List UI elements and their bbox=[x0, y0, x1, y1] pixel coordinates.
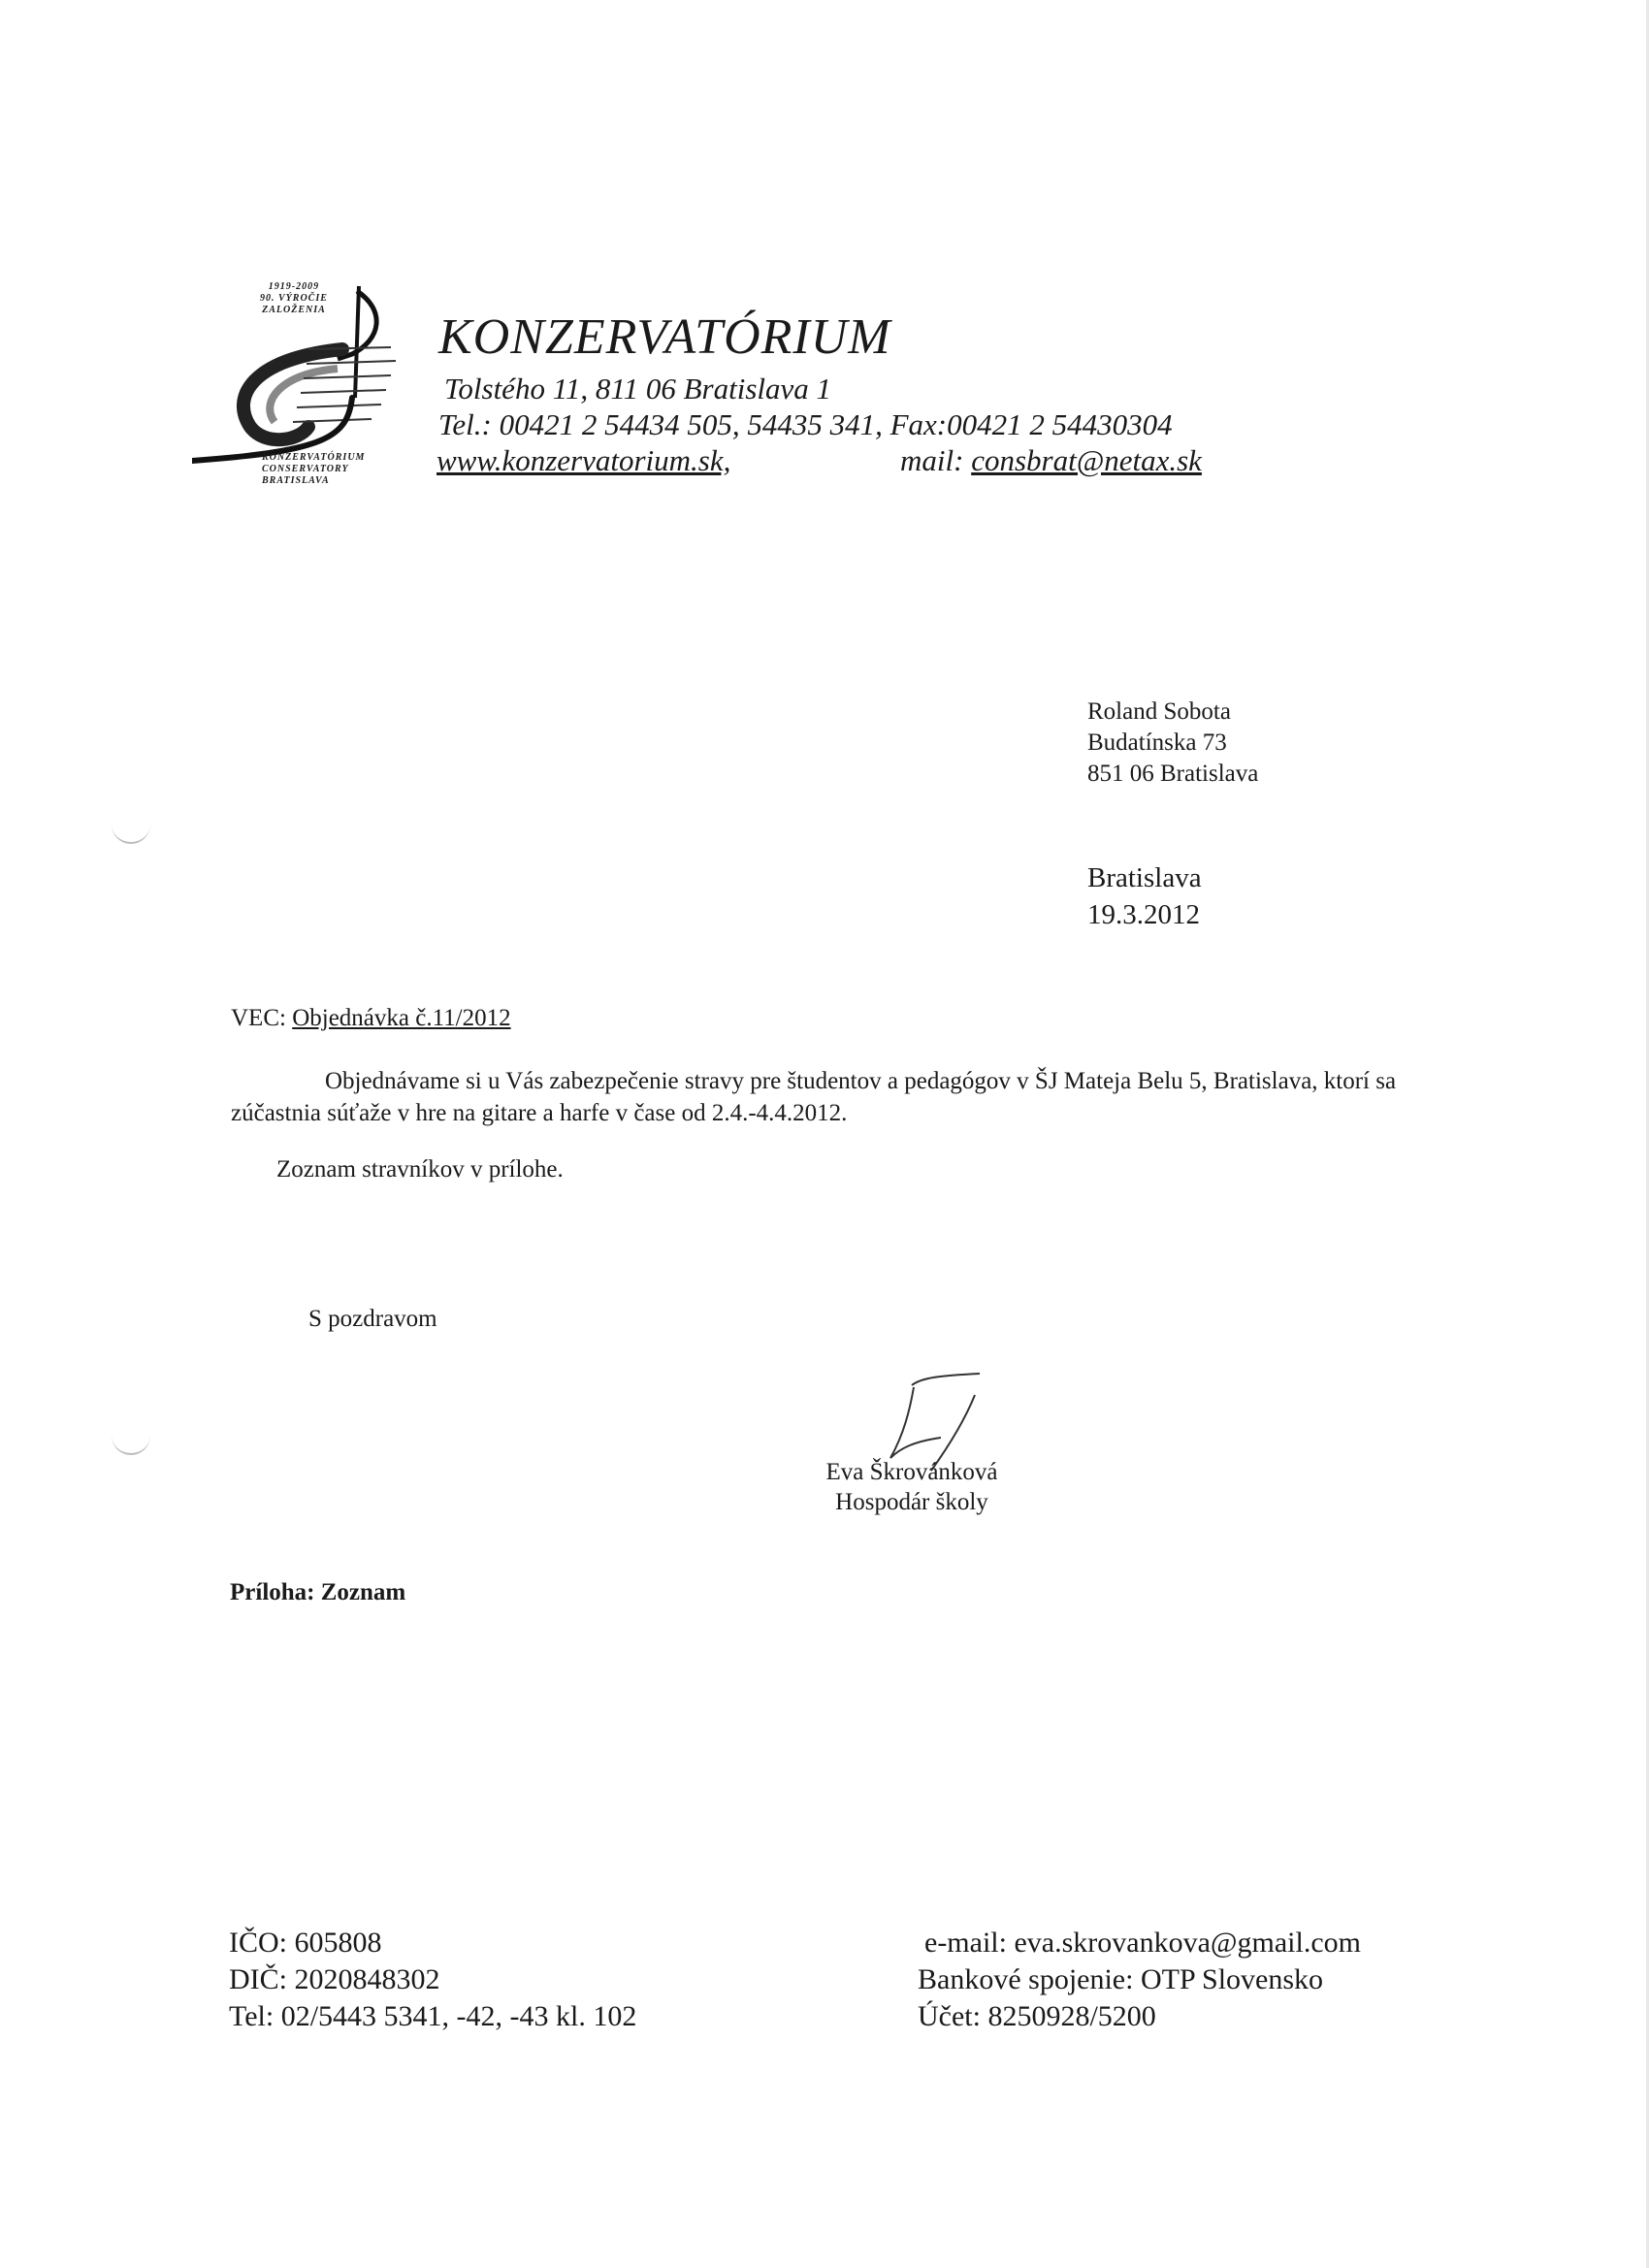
subject-label: VEC: bbox=[231, 1005, 293, 1031]
mail-label: mail: bbox=[900, 443, 972, 477]
institution-phone: Tel.: 00421 2 54434 505, 54435 341, Fax:00421 2 54430304 bbox=[438, 407, 1173, 441]
institution-address: Tolstého 11, 811 06 Bratislava 1 bbox=[444, 372, 832, 405]
punch-hole-mark bbox=[112, 803, 150, 844]
recipient-address bbox=[1087, 697, 1258, 790]
footer-ico: IČO: 605808 bbox=[229, 1927, 382, 1959]
footer-bank: Bankové spojenie: OTP Slovensko bbox=[918, 1963, 1324, 1995]
footer-dic: DIČ: 2020848302 bbox=[229, 1963, 440, 1995]
footer-contact-bank bbox=[918, 1925, 1361, 2035]
logo-anniversary-text: 1919-2009 90. VÝROČIE ZALOŽENIA bbox=[260, 281, 328, 315]
institution-title: KONZERVATÓRIUM bbox=[438, 309, 891, 365]
signer-role: Hospodár školy bbox=[835, 1489, 988, 1515]
institution-website-link[interactable]: www.konzervatorium.sk, bbox=[436, 443, 731, 477]
date-place: Bratislava bbox=[1087, 862, 1202, 893]
annex-note: Príloha: Zoznam bbox=[230, 1579, 406, 1605]
subject-value: Objednávka č.11/2012 bbox=[292, 1005, 511, 1031]
signer-block bbox=[805, 1457, 1018, 1517]
signer-name: Eva Škrovánková bbox=[825, 1459, 998, 1485]
footer-company-ids bbox=[229, 1925, 636, 2035]
conservatory-logo bbox=[192, 281, 405, 504]
institution-mail-link[interactable]: consbrat@netax.sk bbox=[971, 443, 1202, 477]
recipient-city: 851 06 Bratislava bbox=[1087, 761, 1259, 787]
recipient-street: Budatínska 73 bbox=[1087, 729, 1227, 756]
recipient-name: Roland Sobota bbox=[1087, 698, 1231, 725]
footer-tel: Tel: 02/5443 5341, -42, -43 kl. 102 bbox=[229, 2000, 637, 2032]
footer-account: Účet: 8250928/5200 bbox=[918, 2000, 1156, 2032]
body-paragraph-2: Zoznam stravníkov v prílohe. bbox=[276, 1156, 564, 1183]
footer-email: e-mail: eva.skrovankova@gmail.com bbox=[924, 1927, 1361, 1959]
subject-line bbox=[231, 1005, 511, 1032]
body-paragraph-1: Objednávame si u Vás zabezpečenie stravy pre študentov a pedagógov v ŠJ Mateja Belu 5, Bratislava, ktorí sa zúčastnia súťaže v hre na gitare a harfe v čase od 2.4.-4.4.2012. bbox=[231, 1068, 1397, 1126]
institution-mail bbox=[900, 443, 1202, 478]
punch-hole-mark bbox=[112, 1414, 150, 1455]
date-value: 19.3.2012 bbox=[1087, 899, 1200, 930]
date-block bbox=[1087, 859, 1202, 933]
logo-name-text: KONZERVATÓRIUM CONSERVATORY BRATISLAVA bbox=[262, 452, 366, 486]
greeting: S pozdravom bbox=[308, 1306, 437, 1332]
